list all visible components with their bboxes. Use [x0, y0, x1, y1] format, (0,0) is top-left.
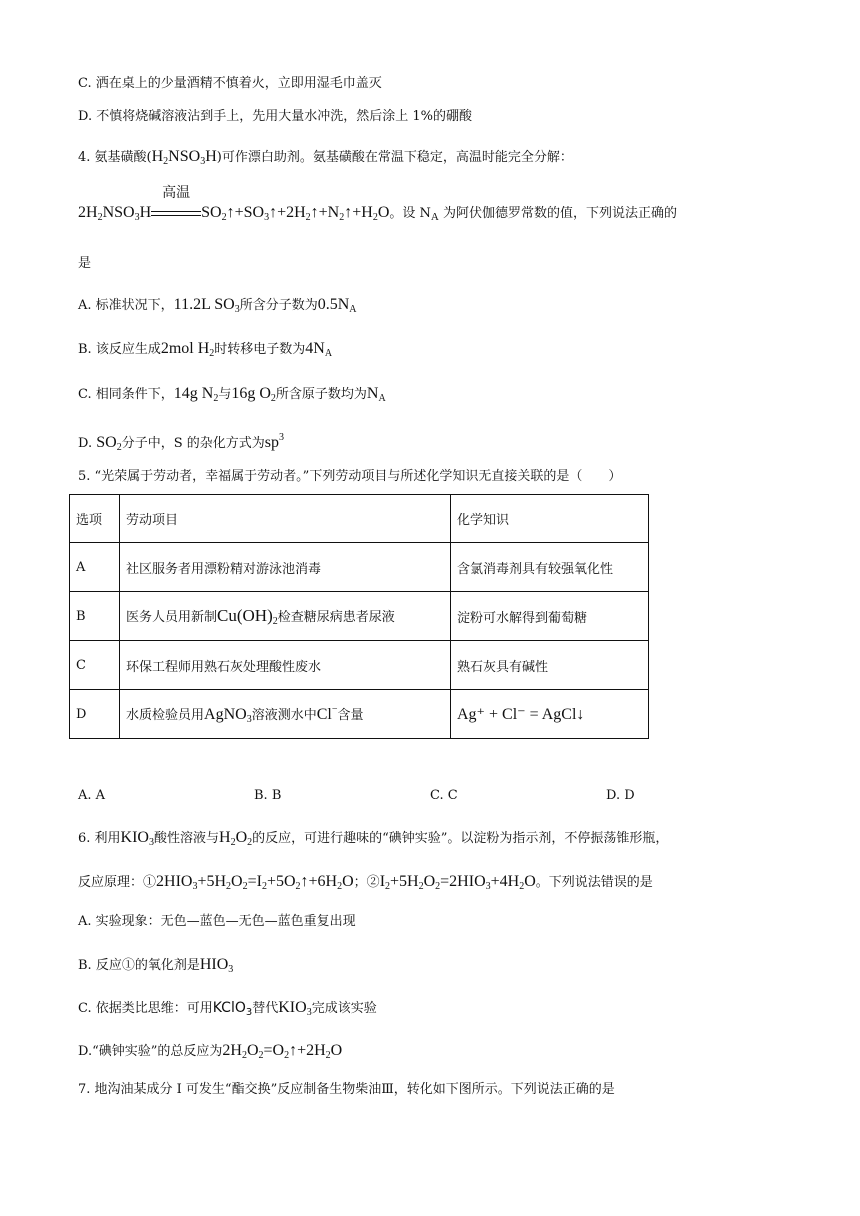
q4-option-b: B. 该反应生成2mol $H_2$时转移电子数为$4N_A$	[78, 340, 333, 359]
q7-stem: 7. 地沟油某成分 I 可发生“酯交换”反应制备生物柴油Ⅲ，转化如下图所示。下列说法正确的是	[78, 1082, 615, 1097]
q4-intro: 4. 氨基磺酸$(H_2NSO_3H)$可作漂白助剂。氨基磺酸在常温下稳定，高温时能完全分解：	[78, 148, 573, 167]
q6-option-b: B. 反应①的氧化剂是$HIO_3$	[78, 956, 234, 975]
header-knowledge: 化学知识	[451, 495, 649, 543]
q5-answer-c: C. C	[430, 788, 458, 803]
q4-option-d: D. $SO_2$分子中，S 的杂化方式为$sp^3$	[78, 432, 284, 453]
q5-answer-d: D. D	[606, 788, 635, 803]
q6-stem: 6. 利用$KIO_3$酸性溶液与$H_2O_2$的反应，可进行趣味的“碘钟实验”。以淀粉为指示剂，不停振荡锥形瓶，	[78, 829, 669, 848]
q5-stem: 5. “光荣属于劳动者，幸福属于劳动者。”下列劳动项目与所述化学知识无直接关联的是（ ）	[78, 469, 622, 484]
q6-option-c: C. 依据类比思维：可用KClO$_3$替代$KIO_3$完成该实验	[78, 999, 377, 1018]
table-row: C 环保工程师用熟石灰处理酸性废水 熟石灰具有碱性	[70, 641, 649, 690]
q6-option-d: D.“碘钟实验”的总反应为$2H_2O_2=O_2↑+2H_2O$	[78, 1042, 343, 1061]
formula-sulfamic-acid: $H_2NSO_3H$	[151, 148, 217, 167]
reaction-condition: 高温	[162, 185, 191, 201]
q4-option-a: A. 标准状况下，11.2L $SO_3$所含分子数为$0.5N_A$	[78, 296, 357, 315]
table-header-row	[70, 495, 649, 543]
header-project: 劳动项目	[120, 495, 451, 543]
q5-table	[69, 494, 649, 739]
table-row: B 医务人员用新制$Cu(OH)_2$检查糖尿病患者尿液 淀粉可水解得到葡萄糖	[70, 592, 649, 641]
table-row: A 社区服务者用漂粉精对游泳池消毒 含氯消毒剂具有较强氧化性	[70, 543, 649, 592]
q4-reaction: $2H_2NSO_3H$ 高温 $SO_2↑+SO_3↑+2H_2↑+N_2↑+H_2O$。设 $N_A$ 为阿伏伽德罗常数的值，下列说法正确的	[78, 185, 677, 223]
q4-continuation: 是	[78, 256, 92, 271]
header-option: 选项	[70, 495, 120, 543]
reaction-equation: $2H_2NSO_3H$ 高温 $SO_2↑+SO_3↑+2H_2↑+N_2↑+H_2O$	[78, 185, 390, 223]
q5-answer-a: A. A	[78, 788, 106, 803]
q3-option-d: D. 不慎将烧碱溶液沾到手上，先用大量水冲洗，然后涂上 1%的硼酸	[78, 109, 472, 124]
q3-option-c: C. 洒在桌上的少量酒精不慎着火，立即用湿毛巾盖灭	[78, 76, 382, 91]
q5-answer-b: B. B	[254, 788, 282, 803]
q6-option-a: A. 实验现象：无色—蓝色—无色—蓝色重复出现	[78, 914, 356, 929]
q6-principle: 反应原理：$①2HIO_3+5H_2O_2=I_2+5O_2↑+6H_2O$；$②I_2+5H_2O_2=2HIO_3+4H_2O$。下列说法错误的是	[78, 873, 653, 892]
table-row: D 水质检验员用AgNO$_3$溶液测水中Cl−含量 Ag⁺ + Cl⁻ = AgCl↓	[70, 690, 649, 739]
q4-option-c: C. 相同条件下，14g $N_2$与16g $O_2$所含原子数均为$N_A$	[78, 385, 386, 404]
